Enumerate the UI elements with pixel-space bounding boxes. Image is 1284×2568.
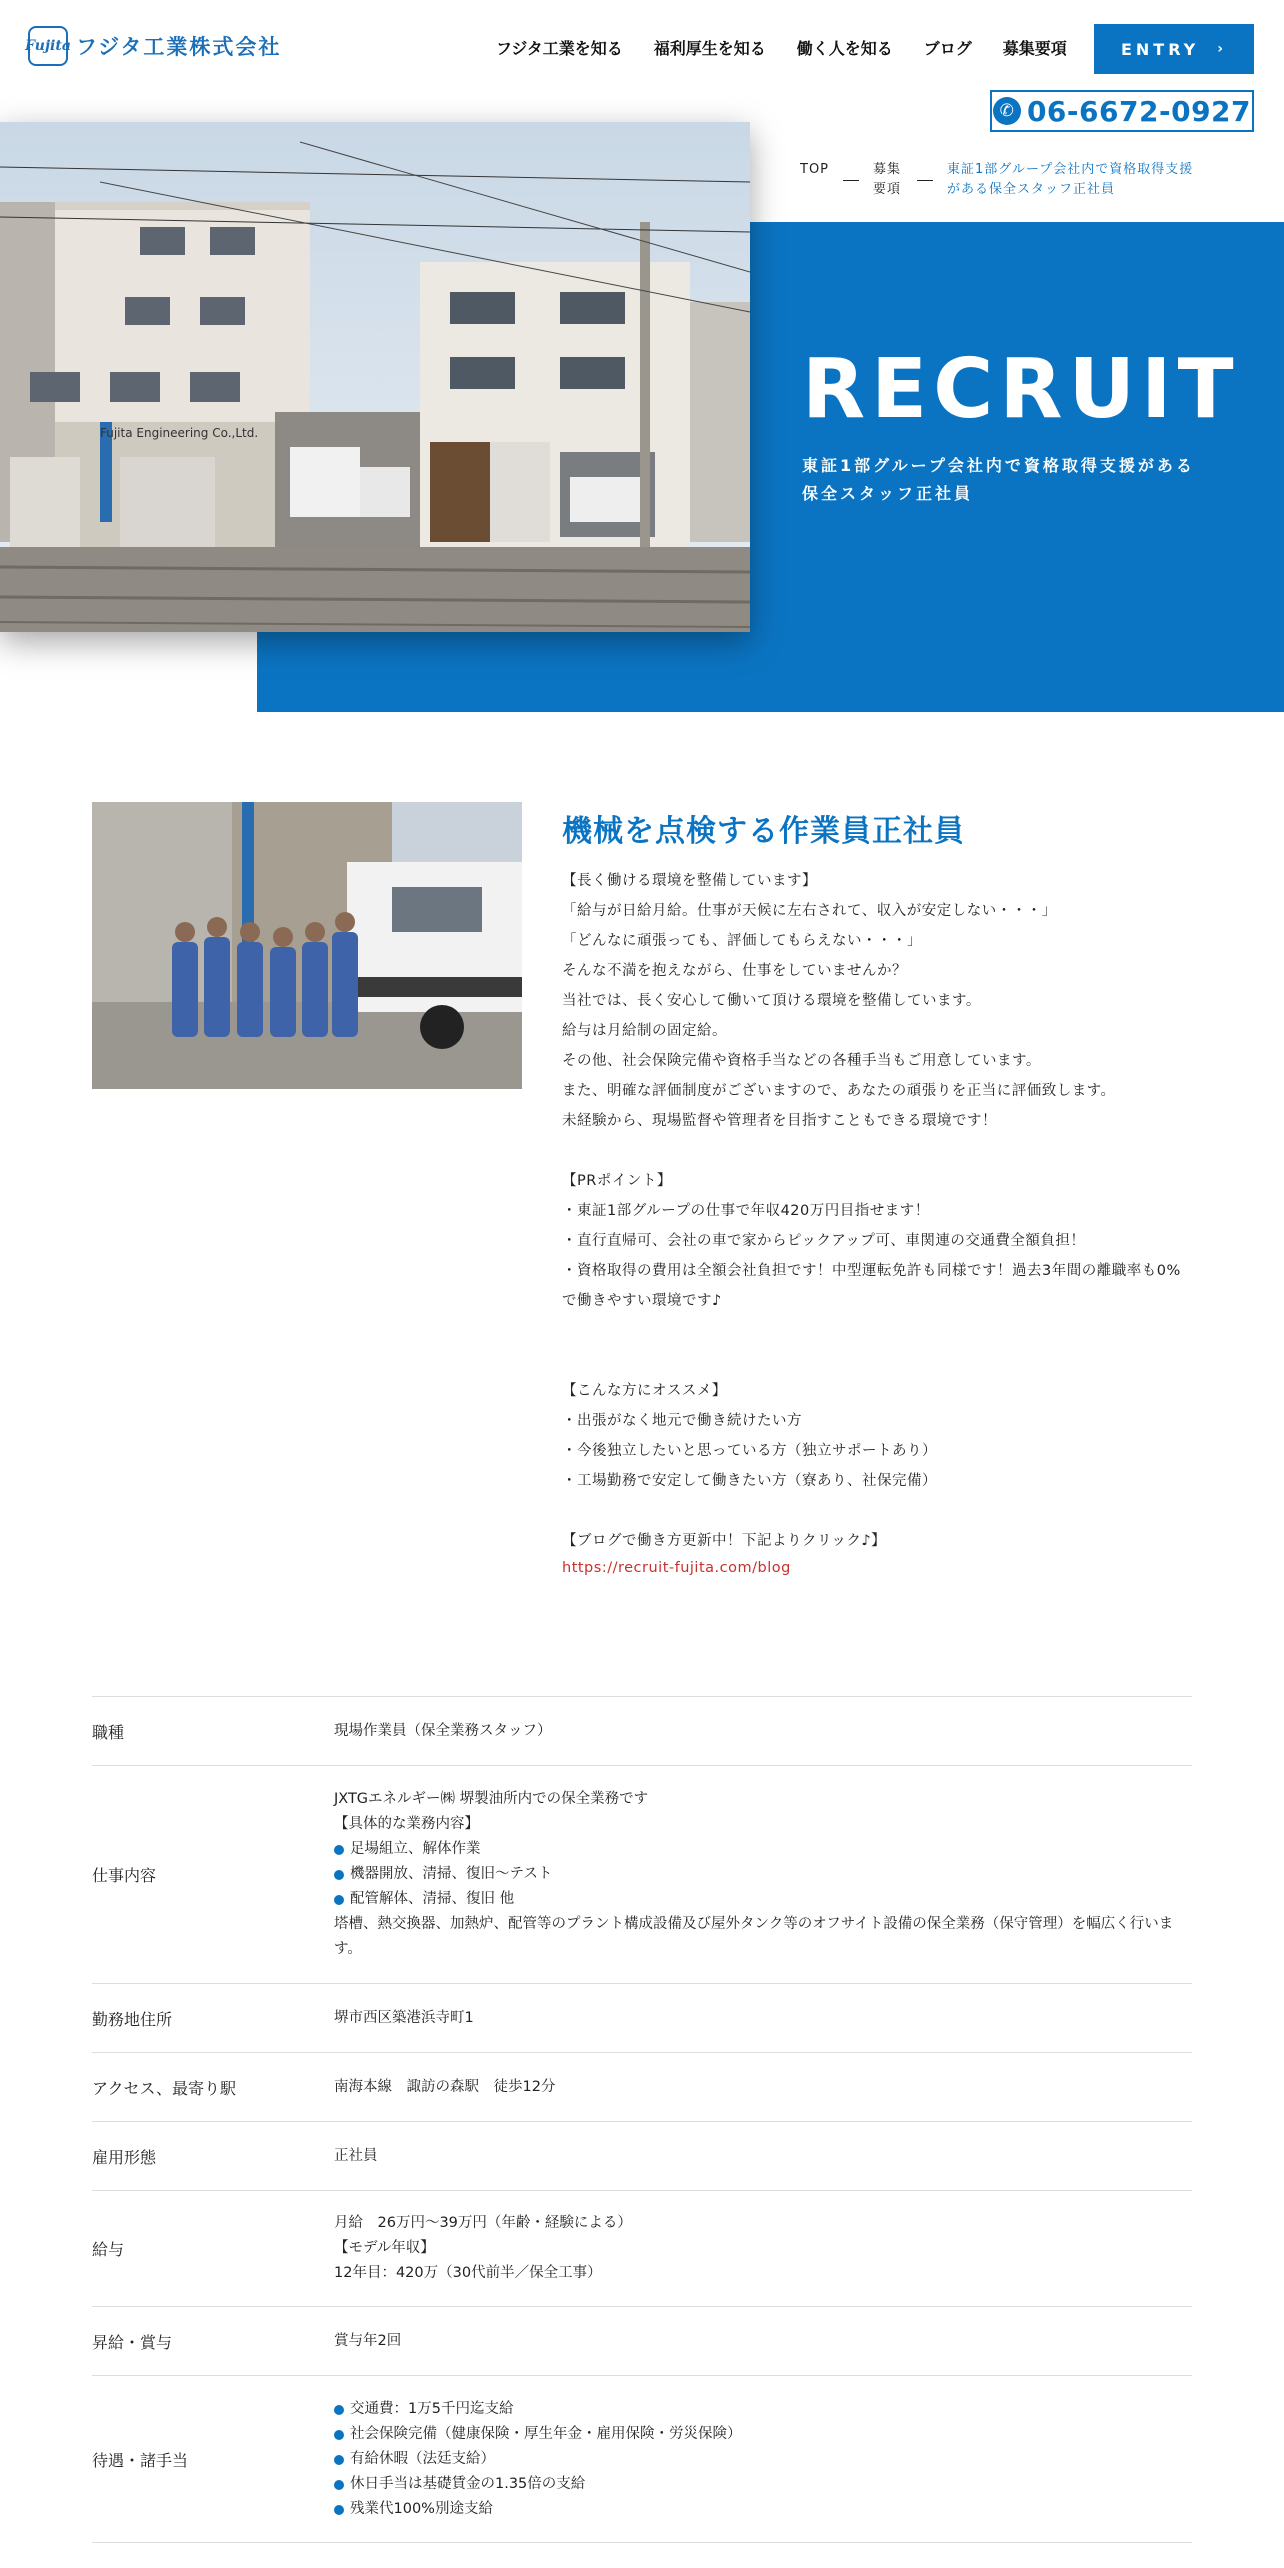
- bullet-dot-icon: [334, 2505, 344, 2515]
- bullet-dot-icon: [334, 2405, 344, 2415]
- list-item: [334, 1837, 1192, 1862]
- staff-photo: [92, 802, 522, 1089]
- building-sign-text: Fujita Engineering Co.,Ltd.: [100, 426, 259, 440]
- list-item-text: 足場組立、解体作業: [350, 1841, 481, 1857]
- logo-mark: Fujita: [28, 26, 68, 66]
- list-item: [334, 2497, 1192, 2522]
- breadcrumb-separator: [843, 180, 859, 181]
- nav-item-about[interactable]: フジタ工業を知る: [496, 39, 623, 58]
- breadcrumb-separator: [917, 180, 933, 181]
- page-title: RECRUIT: [802, 342, 1240, 437]
- job-description: [562, 866, 1192, 1580]
- nav-item-recruit[interactable]: 募集要項: [1002, 39, 1067, 58]
- list-item: [334, 1887, 1192, 1912]
- phone-button[interactable]: [990, 90, 1254, 132]
- list-item-text: 休日手当は基礎賃金の1.35倍の支給: [350, 2476, 586, 2492]
- table-row: [92, 1765, 1192, 1983]
- nav-item-welfare[interactable]: 福利厚生を知る: [653, 39, 766, 58]
- list-item: [334, 2472, 1192, 2497]
- row-value: 南海本線 諏訪の森駅 徒歩12分: [334, 2078, 556, 2095]
- phone-icon: ✆: [993, 97, 1021, 125]
- bullet-dot-icon: [334, 2430, 344, 2440]
- list-item: [334, 2447, 1192, 2472]
- row-label: アクセス、最寄り駅: [92, 2078, 237, 2098]
- bullet-dot-icon: [334, 2480, 344, 2490]
- bullet-dot-icon: [334, 1870, 344, 1880]
- salary-line: 【モデル年収】: [334, 2240, 435, 2256]
- intro-line: 未経験から、現場監督や管理者を目指すこともできる環境です！: [562, 1113, 997, 1129]
- job-desc-line: 【具体的な業務内容】: [334, 1816, 479, 1832]
- recommend-line: ・今後独立したいと思っている方（独立サポートあり）: [562, 1443, 937, 1459]
- row-label: 仕事内容: [92, 1866, 157, 1885]
- entry-label: ENTRY: [1120, 39, 1200, 59]
- breadcrumb-recruit[interactable]: 募集要項: [873, 162, 902, 197]
- hero-building-photo: [0, 122, 750, 632]
- pr-line: ・資格取得の費用は全額会社負担です！中型運転免許も同様です！過去3年間の離職率も0%で働きやすい環境です♪: [562, 1263, 1181, 1309]
- breadcrumb: [800, 160, 1197, 200]
- recommend-heading: 【こんな方にオススメ】: [562, 1383, 727, 1399]
- bullet-dot-icon: [334, 1895, 344, 1905]
- list-item: [334, 2397, 1192, 2422]
- row-label: 勤務地住所: [92, 2009, 173, 2029]
- table-row: [92, 2306, 1192, 2375]
- pr-heading: 【PRポイント】: [562, 1173, 672, 1189]
- nav-item-blog[interactable]: ブログ: [923, 39, 972, 58]
- salary-line: 月給 26万円～39万円（年齢・経験による）: [334, 2215, 632, 2231]
- job-desc-line: JXTGエネルギー㈱ 堺製油所内での保全業務です: [334, 1791, 649, 1807]
- recommend-line: ・出張がなく地元で働き続けたい方: [562, 1413, 802, 1429]
- salary-line: 12年目：420万（30代前半／保全工事）: [334, 2265, 602, 2281]
- nav-item-people[interactable]: 働く人を知る: [796, 39, 893, 58]
- phone-number: 06-6672-0927: [1026, 94, 1252, 128]
- row-label: 職種: [92, 1722, 125, 1742]
- row-label: 給与: [92, 2240, 125, 2259]
- page-subtitle: 東証1部グループ会社内で資格取得支援がある保全スタッフ正社員: [802, 456, 1195, 503]
- row-label: 雇用形態: [92, 2147, 157, 2167]
- logo[interactable]: [25, 26, 282, 66]
- blog-note: 【ブログで働き方更新中！下記よりクリック♪】: [562, 1533, 887, 1549]
- table-row: [92, 1983, 1192, 2052]
- table-row: [92, 2052, 1192, 2121]
- row-label: 待遇・諸手当: [92, 2450, 189, 2470]
- intro-line: 給与は月給制の固定給。: [562, 1023, 727, 1039]
- row-value: [334, 2376, 1192, 2542]
- blog-link[interactable]: https://recruit-fujita.com/blog: [562, 1560, 791, 1576]
- intro-line: その他、社会保険完備や資格手当などの各種手当もご用意しています。: [562, 1053, 1041, 1069]
- intro-line: 「どんなに頑張っても、評価してもらえない・・・」: [562, 933, 922, 949]
- chevron-right-icon: ›: [1217, 41, 1228, 57]
- intro-line: また、明確な評価制度がございますので、あなたの頑張りを正当に評価致します。: [562, 1083, 1116, 1099]
- list-item-text: 有給休暇（法廷支給）: [350, 2451, 495, 2467]
- main-nav: [496, 36, 1067, 59]
- list-item-text: 配管解体、清掃、復旧 他: [350, 1891, 515, 1907]
- intro-line: 当社では、長く安心して働いて頂ける環境を整備しています。: [562, 993, 981, 1009]
- entry-button[interactable]: [1094, 24, 1254, 74]
- table-row: [92, 2190, 1192, 2306]
- logo-text: フジタ工業株式会社: [76, 35, 282, 59]
- intro-line: 「給与が日給月給。仕事が天候に左右されて、収入が安定しない・・・」: [562, 903, 1057, 919]
- row-value: 正社員: [334, 2147, 378, 2164]
- row-label: 昇給・賞与: [92, 2332, 173, 2352]
- row-value: [334, 2191, 1192, 2306]
- table-row: [92, 2121, 1192, 2190]
- job-desc-line: 塔槽、熱交換器、加熱炉、配管等のプラント構成設備及び屋外タンク等のオフサイト設備の保全業務（保守管理）を幅広く行います。: [334, 1916, 1174, 1957]
- table-row: [92, 1696, 1192, 1765]
- intro-line: そんな不満を抱えながら、仕事をしていませんか？: [562, 963, 907, 979]
- list-item: [334, 1862, 1192, 1887]
- row-value: 現場作業員（保全業務スタッフ）: [334, 1722, 552, 1739]
- row-value: 賞与年2回: [334, 2332, 402, 2349]
- table-row: [92, 2375, 1192, 2543]
- list-item-text: 残業代100%別途支給: [350, 2501, 493, 2517]
- job-title: 機械を点検する作業員正社員: [562, 814, 965, 849]
- list-item-text: 交通費：1万5千円迄支給: [350, 2401, 514, 2417]
- pr-line: ・東証1部グループの仕事で年収420万円目指せます！: [562, 1203, 930, 1219]
- row-value: 堺市西区築港浜寺町1: [334, 2009, 474, 2026]
- list-item: [334, 2422, 1192, 2447]
- breadcrumb-top[interactable]: TOP: [800, 162, 830, 177]
- intro-line: 【長く働ける環境を整備しています】: [562, 873, 817, 889]
- list-item-text: 機器開放、清掃、復旧～テスト: [350, 1866, 553, 1882]
- job-detail-table: [92, 1696, 1192, 2543]
- row-value: [334, 1766, 1192, 1983]
- list-item-text: 社会保険完備（健康保険・厚生年金・雇用保険・労災保険）: [350, 2426, 742, 2442]
- recommend-line: ・工場勤務で安定して働きたい方（寮あり、社保完備）: [562, 1473, 937, 1489]
- bullet-dot-icon: [334, 1845, 344, 1855]
- pr-line: ・直行直帰可、会社の車で家からピックアップ可、車関連の交通費全額負担！: [562, 1233, 1086, 1249]
- breadcrumb-current: 東証1部グループ会社内で資格取得支援がある保全スタッフ正社員: [947, 162, 1194, 197]
- bullet-dot-icon: [334, 2455, 344, 2465]
